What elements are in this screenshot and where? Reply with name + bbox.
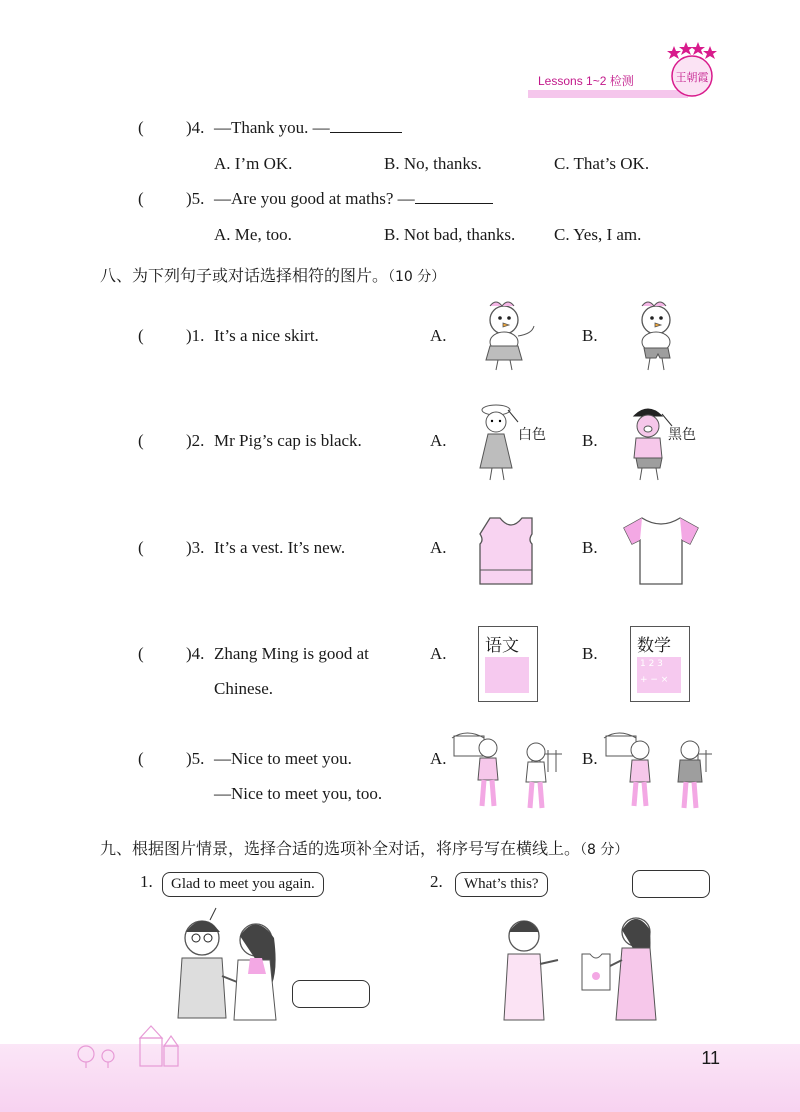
- pink-vest-image[interactable]: [480, 516, 542, 588]
- q8-3-text: It’s a vest. It’s new.: [214, 538, 346, 557]
- chinese-book-title: 语文: [485, 636, 519, 656]
- page-number: 11: [701, 1048, 720, 1068]
- q7-4-option-a: A. I’m OK.: [214, 154, 293, 173]
- castle-decoration-icon: [70, 1024, 190, 1068]
- q7-5-option-a: A. Me, too.: [214, 225, 292, 244]
- q8-4-option-b-label: B.: [582, 644, 598, 663]
- q8-2-note-b: 黑色: [668, 427, 696, 443]
- q9-1-number: 1.: [140, 872, 153, 891]
- maths-book-symbols: + − ×: [640, 675, 669, 685]
- q8-2-option-a-label: A.: [430, 431, 447, 450]
- q8-3-paren: (: [138, 538, 144, 557]
- logo-seal-icon: [662, 38, 722, 98]
- maths-book-image[interactable]: [630, 626, 690, 702]
- q9-2-number: 2.: [430, 872, 443, 891]
- q9-1-answer-bubble[interactable]: [292, 980, 370, 1008]
- two-kids-meeting-image-b[interactable]: [600, 728, 716, 812]
- chinese-book-image[interactable]: [478, 626, 538, 702]
- q7-5-answer-blank[interactable]: [415, 189, 493, 204]
- q8-3-option-b-label: B.: [582, 538, 598, 557]
- q7-4-text: —Thank you. —: [214, 118, 330, 137]
- q8-4-paren: (: [138, 644, 144, 663]
- logo-text: 王朝霞: [675, 71, 709, 84]
- q7-5-text: —Are you good at maths? —: [214, 189, 415, 208]
- q8-2-text: Mr Pig’s cap is black.: [214, 431, 362, 450]
- q8-1-paren: (: [138, 326, 144, 345]
- q7-4-answer-blank[interactable]: [330, 118, 402, 133]
- chick-in-skirt-image[interactable]: [472, 296, 542, 374]
- q8-5-option-b-label: B.: [582, 749, 598, 768]
- q8-5-text: —Nice to meet you.: [214, 749, 352, 768]
- maths-book-title: 数学: [637, 636, 671, 656]
- q8-5-text-line2: —Nice to meet you, too.: [214, 784, 383, 803]
- part9-score: （8 分）: [580, 842, 629, 858]
- part8-title: 八、为下列句子或对话选择相符的图片。: [100, 266, 389, 285]
- q8-2-number: )2.: [186, 431, 205, 450]
- maths-book-numbers: 1 2 3: [640, 659, 663, 669]
- q8-1-option-b-label: B.: [582, 326, 598, 345]
- q7-4-paren: (: [138, 118, 144, 137]
- q8-4-number: )4.: [186, 644, 205, 663]
- part8-score: （10 分）: [388, 269, 446, 285]
- q8-1-option-a-label: A.: [430, 326, 447, 345]
- q8-2-note-a: 白色: [518, 427, 546, 443]
- q8-4-text: Zhang Ming is good at: [214, 644, 369, 663]
- q7-4-number: )4.: [186, 118, 205, 137]
- q7-4-option-c: C. That’s OK.: [554, 154, 650, 173]
- q8-2-option-b-label: B.: [582, 431, 598, 450]
- q8-4-text-line2: Chinese.: [214, 679, 274, 698]
- q7-5-option-c: C. Yes, I am.: [554, 225, 642, 244]
- boy-and-girl-with-vest-image: [494, 902, 674, 1024]
- q7-5-option-b: B. Not bad, thanks.: [384, 225, 516, 244]
- q8-5-option-a-label: A.: [430, 749, 447, 768]
- q7-4-option-b: B. No, thanks.: [384, 154, 482, 173]
- q8-3-number: )3.: [186, 538, 205, 557]
- q8-1-number: )1.: [186, 326, 205, 345]
- girl-with-white-cap-image[interactable]: [474, 400, 524, 484]
- q9-2-speech-bubble: What’s this?: [455, 872, 548, 897]
- header-label: Lessons 1~2 检测: [538, 74, 634, 88]
- q8-3-option-a-label: A.: [430, 538, 447, 557]
- white-tshirt-image[interactable]: [622, 516, 700, 588]
- q8-4-option-a-label: A.: [430, 644, 447, 663]
- q9-1-speech-bubble: Glad to meet you again.: [162, 872, 324, 897]
- q7-5-paren: (: [138, 189, 144, 208]
- q8-1-text: It’s a nice skirt.: [214, 326, 319, 345]
- q8-5-paren: (: [138, 749, 144, 768]
- chick-in-shorts-image[interactable]: [624, 296, 694, 374]
- q8-5-number: )5.: [186, 749, 205, 768]
- q7-5-number: )5.: [186, 189, 205, 208]
- part9-title: 九、根据图片情景，选择合适的选项补全对话，将序号写在横线上。: [100, 839, 581, 858]
- two-kids-meeting-image-a[interactable]: [452, 728, 568, 812]
- q9-2-answer-bubble[interactable]: [632, 870, 710, 898]
- q8-2-paren: (: [138, 431, 144, 450]
